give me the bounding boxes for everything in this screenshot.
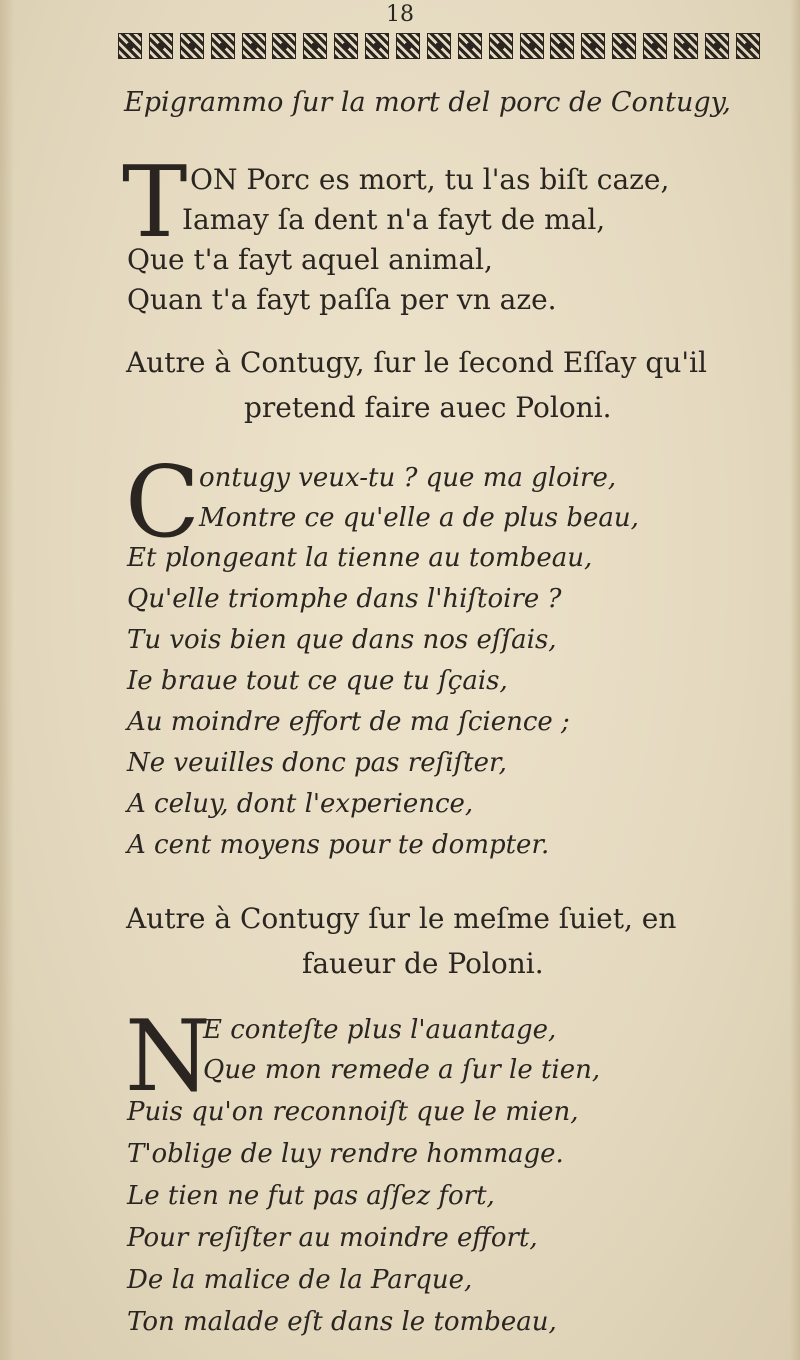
ornament-block xyxy=(303,33,327,59)
ornament-block xyxy=(396,33,420,59)
heading-line: Autre à Contugy ſur le meſme ſuiet, en xyxy=(126,902,677,935)
poem-line: Puis qu'on reconnoiſt que le mien, xyxy=(127,1097,579,1127)
ornament-block xyxy=(242,33,266,59)
poem-line: Que mon remede a ſur le tien, xyxy=(203,1055,601,1085)
ornament-block xyxy=(736,33,760,59)
poem-line: Ie braue tout ce que tu ſçais, xyxy=(127,666,508,696)
poem-line: Au moindre effort de ma ſcience ; xyxy=(127,707,570,737)
page-edge-shadow-left xyxy=(0,0,14,1360)
poem-line: Quan t'a fayt paſſa per vn aze. xyxy=(127,283,557,316)
ornament-block xyxy=(581,33,605,59)
ornament-block xyxy=(149,33,173,59)
ornament-block xyxy=(118,33,142,59)
page-number: 18 xyxy=(386,2,414,27)
ornament-block xyxy=(612,33,636,59)
heading-line: faueur de Poloni. xyxy=(302,947,544,980)
poem-line: E conteſte plus l'auantage, xyxy=(203,1015,557,1045)
poem-line: ontugy veux-tu ? que ma gloire, xyxy=(199,463,617,493)
ornament-block xyxy=(365,33,389,59)
poem-line: Ton malade eſt dans le tombeau, xyxy=(127,1307,557,1337)
heading-line: pretend faire auec Poloni. xyxy=(244,391,612,424)
ornament-block xyxy=(520,33,544,59)
ornament-block xyxy=(550,33,574,59)
poem-line: Le tien ne fut pas aſſez fort, xyxy=(127,1181,495,1211)
ornament-block xyxy=(427,33,451,59)
ornament-block xyxy=(489,33,513,59)
ornament-block xyxy=(705,33,729,59)
page-edge-shadow-right xyxy=(790,0,800,1360)
ornament-block xyxy=(643,33,667,59)
drop-cap: N xyxy=(125,1000,211,1114)
heading-line: Autre à Contugy, ſur le ſecond Eſſay qu'il xyxy=(126,346,707,379)
poem-line: A cent moyens pour te dompter. xyxy=(127,830,550,860)
ornament-band xyxy=(118,30,760,62)
drop-cap: C xyxy=(125,446,200,560)
poem-line: Et plongeant la tienne au tombeau, xyxy=(127,543,593,573)
poem-line: Que t'a fayt aquel animal, xyxy=(127,243,493,276)
ornament-block xyxy=(180,33,204,59)
poem-line: A celuy, dont l'experience, xyxy=(127,789,474,819)
poem-line: Tu vois bien que dans nos eſſais, xyxy=(127,625,557,655)
poem-line: Iamay ſa dent n'a fayt de mal, xyxy=(182,203,606,236)
section-heading xyxy=(126,896,786,986)
poem-line: Qu'elle triomphe dans l'hiſtoire ? xyxy=(127,584,562,614)
poem-line: Ne veuilles donc pas reſiſter, xyxy=(127,748,507,778)
epigram-title: Epigrammo ſur la mort del porc de Contugy, xyxy=(124,87,731,118)
section-heading xyxy=(126,340,786,430)
drop-cap: T xyxy=(122,146,188,260)
ornament-block xyxy=(674,33,698,59)
poem-line: Montre ce qu'elle a de plus beau, xyxy=(199,503,639,533)
poem-line: Pour reſiſter au moindre effort, xyxy=(127,1223,538,1253)
ornament-block xyxy=(458,33,482,59)
ornament-block xyxy=(211,33,235,59)
poem-line: De la malice de la Parque, xyxy=(127,1265,473,1295)
ornament-block xyxy=(334,33,358,59)
poem-line: T'oblige de luy rendre hommage. xyxy=(127,1139,564,1169)
poem-line: ON Porc es mort, tu l'as biſt caze, xyxy=(190,163,670,196)
ornament-block xyxy=(272,33,296,59)
